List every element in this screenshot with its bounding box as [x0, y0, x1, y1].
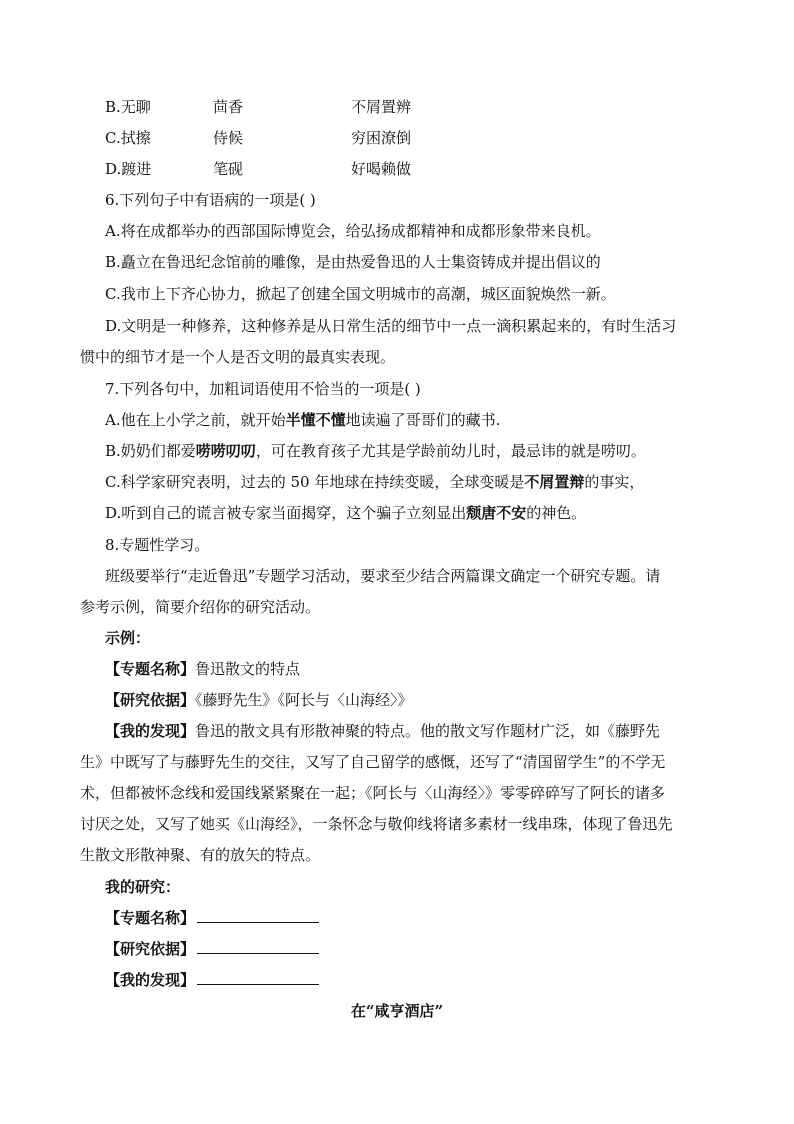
q6-option-b: B.矗立在鲁迅纪念馆前的雕像，是由热爱鲁迅的人士集资铸成并提出倡议的 [105, 253, 601, 271]
my-research-label: 我的研究： [105, 878, 181, 896]
example-finding-cont: 讨厌之处，又写了她买《山海经》，一条怀念与敬仰线将诸多素材一线串珠，体现了鲁迅先 [80, 815, 673, 833]
example-topic: 【专题名称】鲁迅散文的特点 [105, 660, 301, 678]
my-basis-row: 【研究依据】 [105, 939, 319, 959]
bold-phrase: 颓唐不安 [466, 504, 527, 522]
example-label: 示例： [105, 629, 151, 647]
q6-option-c: C.我市上下齐心协力，掀起了创建全国文明城市的高潮，城区面貌焕然一新。 [105, 285, 616, 303]
question-6-stem: 6.下列句子中有语病的一项是( ) [105, 191, 316, 209]
bold-phrase: 半懂不懂 [285, 411, 346, 429]
option-row: B.无聊 茴香 不屑置辨 [105, 98, 412, 116]
q7-option-d: D.听到自己的谎言被专家当面揭穿，这个骗子立刻显出颓唐不安的神色。 [105, 504, 587, 522]
example-finding: 【我的发现】鲁迅的散文具有形散神聚的特点。他的散文写作题材广泛，如《藤野先 [105, 722, 661, 740]
section-title: 在“咸亨酒店” [350, 1002, 444, 1020]
q7-option-a: A.他在上小学之前，就开始半懂不懂地读遍了哥哥们的藏书. [105, 411, 501, 429]
option-row: D.踱进 笔砚 好喝赖做 [105, 160, 412, 178]
finding-blank-input[interactable] [197, 970, 319, 985]
q6-option-d-cont: 惯中的细节才是一个人是否文明的最真实表现。 [80, 348, 396, 366]
my-finding-row: 【我的发现】 [105, 970, 319, 990]
q6-option-d: D.文明是一种修养，这种修养是从日常生活的细节中一点一滴积累起来的，有时生活习 [105, 317, 677, 335]
example-basis: 【研究依据】《藤野先生》《阿长与〈山海经〉》 [105, 691, 413, 709]
question-7-stem: 7.下列各句中，加粗词语使用不恰当的一项是( ) [105, 380, 421, 398]
basis-blank-input[interactable] [197, 939, 319, 954]
example-finding-cont: 生散文形散神聚、有的放矢的特点。 [80, 846, 321, 864]
question-8-stem: 8.专题性学习。 [105, 536, 210, 554]
q7-option-c: C.科学家研究表明，过去的 50 年地球在持续变暖，全球变暖是不屑置辩的事实， [105, 473, 645, 491]
bold-phrase: 唠唠叨叨 [195, 442, 256, 460]
q6-option-a: A.将在成都举办的西部国际博览会，给弘扬成都精神和成都形象带来良机。 [105, 222, 601, 240]
q8-paragraph-cont: 参考示例，简要介绍你的研究活动。 [80, 598, 321, 616]
option-row: C.拭擦 侍候 穷困潦倒 [105, 129, 412, 147]
example-finding-cont: 生》中既写了与藤野先生的交往，又写了自己留学的感慨，还写了“清国留学生”的不学无 [80, 753, 666, 771]
q7-option-b: B.奶奶们都爱唠唠叨叨，可在教育孩子尤其是学龄前幼儿时，最忌讳的就是唠叨。 [105, 442, 646, 460]
q8-paragraph: 班级要举行“走近鲁迅”专题学习活动，要求至少结合两篇课文确定一个研究专题。请 [105, 567, 661, 585]
topic-blank-input[interactable] [197, 908, 319, 923]
example-finding-cont: 术，但都被怀念线和爱国线紧紧聚在一起；《阿长与〈山海经〉》零零碎碎写了阿长的诸多 [80, 784, 666, 802]
bold-phrase: 不屑置辩 [524, 473, 585, 491]
my-topic-row: 【专题名称】 [105, 908, 319, 928]
